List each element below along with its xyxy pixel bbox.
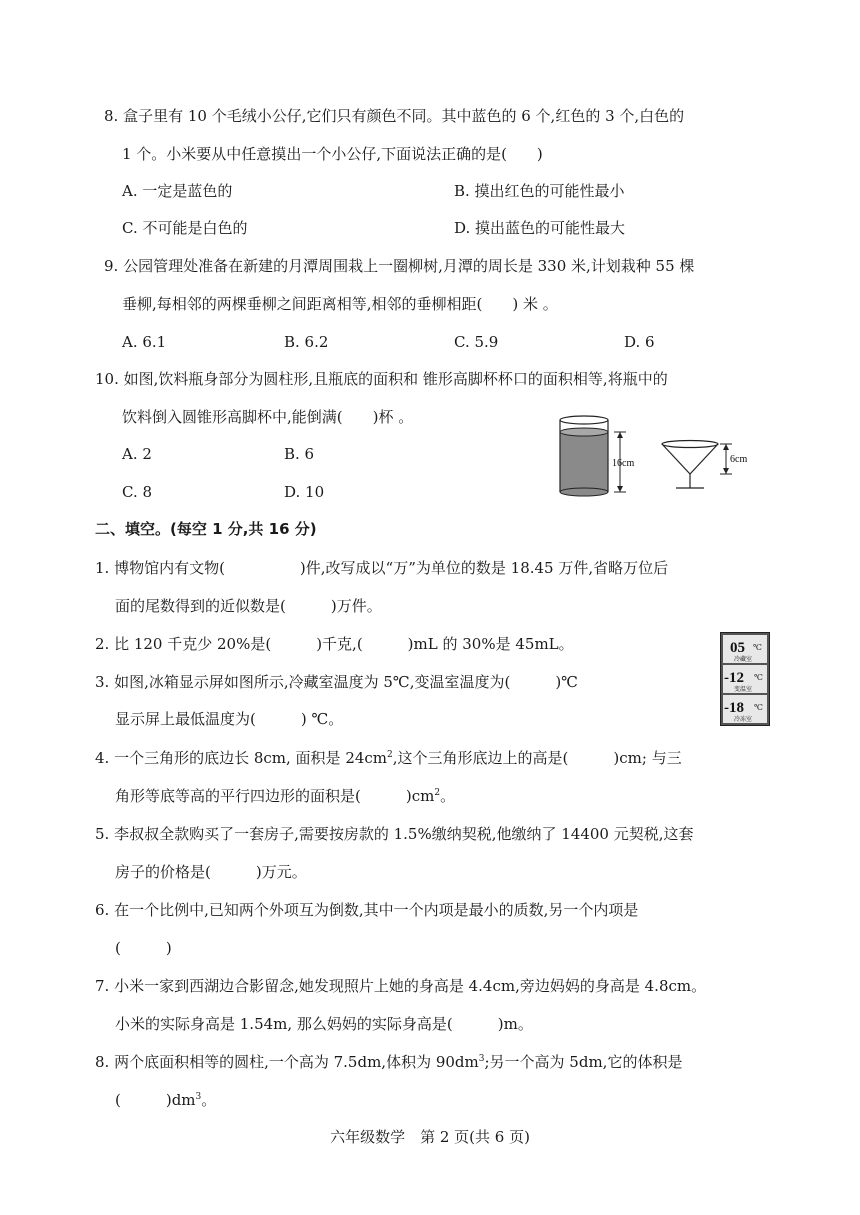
cup-height-label: 6cm bbox=[730, 454, 748, 465]
f6-line1: 6. 在一个比例中,已知两个外项互为倒数,其中一个内项是最小的质数,另一个内项是 bbox=[95, 901, 639, 919]
fridge-row1-label: 冷藏室 bbox=[734, 657, 753, 663]
f2-line1: 2. 比 120 千克少 20%是( )千克,( )mL 的 30%是 45mL。 bbox=[95, 635, 574, 653]
q8-line1: 8. 盒子里有 10 个毛绒小公仔,它们只有颜色不同。其中蓝色的 6 个,红色的 3 个,白色的 bbox=[104, 107, 685, 125]
f8-line1-part2: ;另一个高为 5dm,它的体积是 bbox=[484, 1053, 683, 1071]
q9-option-b: B. 6.2 bbox=[284, 333, 329, 351]
fridge-row1-value: 05 bbox=[730, 640, 745, 656]
f4-line2-part1: 角形等底等高的平行四边形的面积是( )cm bbox=[115, 787, 435, 805]
f8-line2 bbox=[115, 1090, 216, 1110]
f6-line2: ( ) bbox=[115, 939, 172, 957]
f8-line2-sup: 3 bbox=[195, 1092, 202, 1102]
f1-line1: 1. 博物馆内有文物( )件,改写成以“万”为单位的数是 18.45 万件,省略万位后 bbox=[95, 559, 669, 577]
f3-line2: 显示屏上最低温度为( ) ℃。 bbox=[115, 710, 344, 728]
q8-option-d: D. 摸出蓝色的可能性最大 bbox=[454, 219, 626, 237]
f7-line1: 7. 小米一家到西湖边合影留念,她发现照片上她的身高是 4.4cm,旁边妈妈的身高是 4.8cm。 bbox=[95, 977, 707, 995]
q8-option-b: B. 摸出红色的可能性最小 bbox=[454, 182, 625, 200]
f4-line2 bbox=[115, 786, 455, 806]
bottle-height-label: 16cm bbox=[612, 458, 635, 469]
f4-line2-part2: 。 bbox=[440, 787, 456, 805]
fridge-display bbox=[720, 632, 770, 726]
f5-line2: 房子的价格是( )万元。 bbox=[115, 863, 307, 881]
f8-line2-part1: ( )dm bbox=[115, 1091, 196, 1109]
f4-line1-part1: 4. 一个三角形的底边长 8cm, 面积是 24cm bbox=[95, 749, 388, 767]
cylinder-bottle bbox=[560, 416, 608, 496]
fridge-row2-value: -12 bbox=[724, 670, 744, 686]
section2-title: 二、填空。(每空 1 分,共 16 分) bbox=[95, 520, 317, 538]
q9-line1: 9. 公园管理处准备在新建的月潭周围栽上一圈柳树,月潭的周长是 330 米,计划栽种 55 棵 bbox=[104, 257, 695, 275]
q9-option-d: D. 6 bbox=[624, 333, 655, 351]
f8-line1-sup: 3 bbox=[478, 1054, 485, 1064]
q10-line2: 饮料倒入圆锥形高脚杯中,能倒满( )杯 。 bbox=[122, 408, 414, 426]
q10-option-b: B. 6 bbox=[284, 445, 315, 463]
q8-option-a: A. 一定是蓝色的 bbox=[122, 182, 233, 200]
f4-line1-sup: 2 bbox=[387, 750, 393, 760]
fridge-row1-unit: ℃ bbox=[753, 643, 762, 652]
page-footer: 六年级数学 第 2 页(共 6 页) bbox=[330, 1128, 530, 1146]
f8-line1 bbox=[95, 1052, 682, 1072]
q10-option-d: D. 10 bbox=[284, 483, 325, 501]
q10-option-a: A. 2 bbox=[122, 445, 152, 463]
q10-line1: 10. 如图,饮料瓶身部分为圆柱形,且瓶底的面积和 锥形高脚杯杯口的面积相等,将瓶中的 bbox=[95, 370, 668, 388]
fridge-row3-value: -18 bbox=[724, 700, 744, 716]
q9-line2: 垂柳,每相邻的两棵垂柳之间距离相等,相邻的垂柳相距( ) 米 。 bbox=[122, 295, 558, 313]
cone-cup bbox=[662, 441, 718, 489]
f5-line1: 5. 李叔叔全款购买了一套房子,需要按房款的 1.5%缴纳契税,他缴纳了 14400 元契税,这套 bbox=[95, 825, 694, 843]
fridge-row2-label: 变温室 bbox=[734, 687, 753, 693]
f4-line2-sup: 2 bbox=[434, 788, 441, 798]
f1-line2: 面的尾数得到的近似数是( )万件。 bbox=[115, 597, 382, 615]
q9-option-a: A. 6.1 bbox=[122, 333, 167, 351]
fridge-row3-label: 冷冻室 bbox=[734, 717, 753, 723]
bottle-and-cup-figure bbox=[548, 410, 768, 500]
q8-line2: 1 个。小米要从中任意摸出一个小公仔,下面说法正确的是( ) bbox=[122, 145, 543, 163]
q9-option-c: C. 5.9 bbox=[454, 333, 499, 351]
f3-line1: 3. 如图,冰箱显示屏如图所示,冷藏室温度为 5℃,变温室温度为( )℃ bbox=[95, 673, 578, 691]
f4-line1 bbox=[95, 748, 682, 768]
q10-option-c: C. 8 bbox=[122, 483, 153, 501]
f8-line1-part1: 8. 两个底面积相等的圆柱,一个高为 7.5dm,体积为 90dm bbox=[95, 1053, 479, 1071]
f8-line2-part2: 。 bbox=[201, 1091, 217, 1109]
fridge-row2-unit: ℃ bbox=[754, 673, 763, 682]
f4-line1-part2: ,这个三角形底边上的高是( )cm; 与三 bbox=[392, 749, 682, 767]
q8-option-c: C. 不可能是白色的 bbox=[122, 219, 248, 237]
fridge-row3-unit: ℃ bbox=[754, 703, 763, 712]
f7-line2: 小米的实际身高是 1.54m, 那么妈妈的实际身高是( )m。 bbox=[115, 1015, 533, 1033]
